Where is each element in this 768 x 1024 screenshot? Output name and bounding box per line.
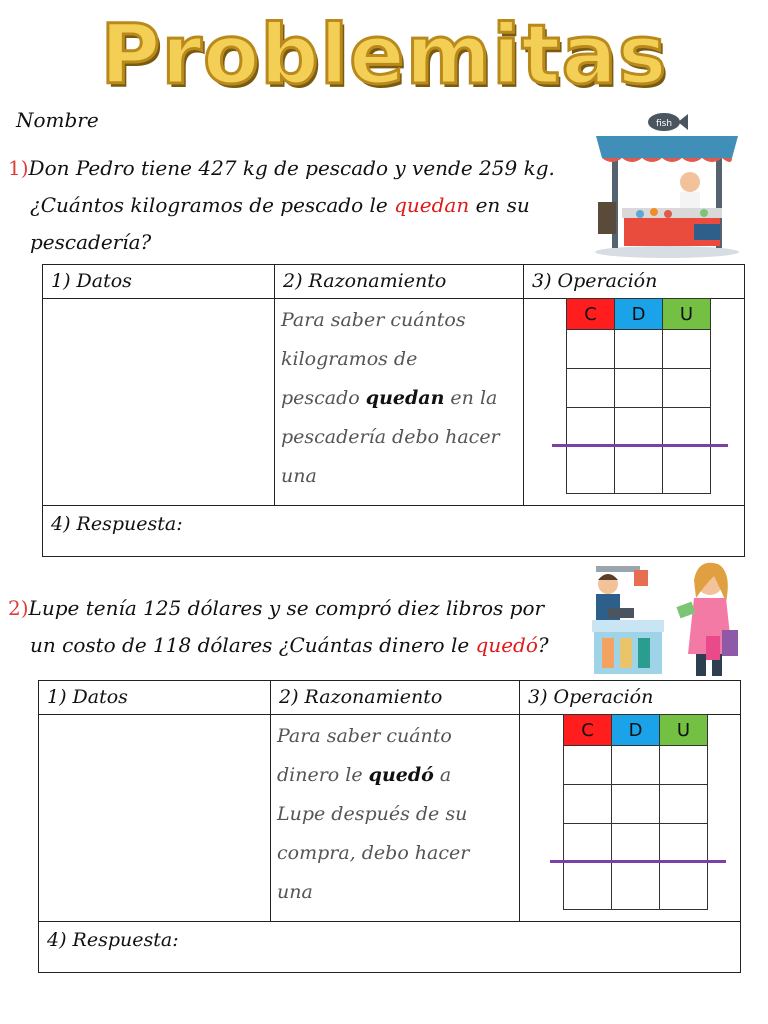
reasoning-line: dinero le [277, 764, 369, 786]
reasoning-line: Para saber cuánto [277, 725, 452, 747]
reasoning-line: una [281, 465, 317, 487]
cdu-cell[interactable] [567, 369, 615, 408]
cdu-result-cell[interactable] [564, 863, 612, 910]
bookshop-illustration [586, 558, 742, 680]
problem-line: Don Pedro tiene 427 kg de pescado y vende 259 kg. [28, 156, 555, 180]
keyword: quedan [394, 193, 470, 217]
datos-header: 1) Datos [39, 681, 271, 715]
reasoning-line: pescado [281, 387, 366, 409]
cdu-cell[interactable] [612, 746, 660, 785]
cdu-cell[interactable] [564, 824, 612, 863]
reasoning-cell [275, 299, 524, 506]
cdu-u-header: U [663, 299, 711, 330]
problem-number: 2) [8, 596, 29, 620]
cdu-cell[interactable] [612, 824, 660, 863]
reasoning-keyword: quedó [368, 764, 434, 786]
datos-cell[interactable] [39, 715, 271, 922]
cdu-cell[interactable] [564, 746, 612, 785]
cdu-result-cell[interactable] [612, 863, 660, 910]
problem-2-text [8, 590, 578, 664]
cdu-cell[interactable] [615, 408, 663, 447]
problem-line: ? [537, 633, 549, 657]
cdu-result-cell[interactable] [567, 447, 615, 494]
reasoning-line: una [277, 881, 313, 903]
cdu-u-header: U [660, 715, 708, 746]
cdu-cell[interactable] [660, 824, 708, 863]
cdu-cell[interactable] [663, 408, 711, 447]
problem-line: Lupe tenía 125 dólares y se compró diez libros por [28, 596, 545, 620]
respuesta-cell[interactable]: 4) Respuesta: [43, 506, 745, 557]
reasoning-line: Para saber cuántos [281, 309, 466, 331]
subtraction-line [550, 860, 726, 863]
datos-cell[interactable] [43, 299, 275, 506]
problem-line: ¿Cuántos kilogramos de pescado le [30, 193, 395, 217]
cdu-cell[interactable] [663, 330, 711, 369]
problem-line: un costo de 118 dólares ¿Cuántas dinero le [30, 633, 476, 657]
stall-sign-text: fish [656, 119, 673, 129]
reasoning-line: Lupe después de su [277, 803, 468, 825]
cdu-d-header: D [615, 299, 663, 330]
cdu-grid-2 [563, 714, 708, 910]
problem-line: pescadería? [30, 230, 152, 254]
cdu-cell[interactable] [660, 785, 708, 824]
cdu-cell[interactable] [663, 369, 711, 408]
subtraction-line [552, 444, 728, 447]
cdu-cell[interactable] [615, 330, 663, 369]
cdu-cell[interactable] [612, 785, 660, 824]
reasoning-line: en la [444, 387, 498, 409]
cdu-c-header: C [567, 299, 615, 330]
cdu-cell[interactable] [615, 369, 663, 408]
fish-stall-illustration [592, 108, 742, 258]
cdu-c-header: C [564, 715, 612, 746]
cdu-result-cell[interactable] [660, 863, 708, 910]
cdu-grid-1 [566, 298, 711, 494]
cdu-cell[interactable] [564, 785, 612, 824]
reasoning-cell [271, 715, 520, 922]
operacion-header: 3) Operación [524, 265, 745, 299]
problem-number: 1) [8, 156, 29, 180]
razonamiento-header: 2) Razonamiento [271, 681, 520, 715]
reasoning-line: compra, debo hacer [277, 842, 470, 864]
reasoning-line: a [433, 764, 452, 786]
reasoning-line: pescadería debo hacer [281, 426, 500, 448]
cdu-cell[interactable] [567, 330, 615, 369]
problem-1-text [8, 150, 593, 261]
reasoning-line: kilogramos de [281, 348, 418, 370]
cdu-result-cell[interactable] [663, 447, 711, 494]
problem-line: en su [469, 193, 530, 217]
reasoning-keyword: quedan [365, 387, 445, 409]
operacion-header: 3) Operación [520, 681, 741, 715]
respuesta-cell[interactable]: 4) Respuesta: [39, 922, 741, 973]
name-label: Nombre [16, 108, 99, 132]
cdu-d-header: D [612, 715, 660, 746]
datos-header: 1) Datos [43, 265, 275, 299]
razonamiento-header: 2) Razonamiento [275, 265, 524, 299]
cdu-cell[interactable] [567, 408, 615, 447]
cdu-cell[interactable] [660, 746, 708, 785]
keyword: quedó [475, 633, 538, 657]
cdu-result-cell[interactable] [615, 447, 663, 494]
page-title: Problemitas [100, 8, 668, 103]
